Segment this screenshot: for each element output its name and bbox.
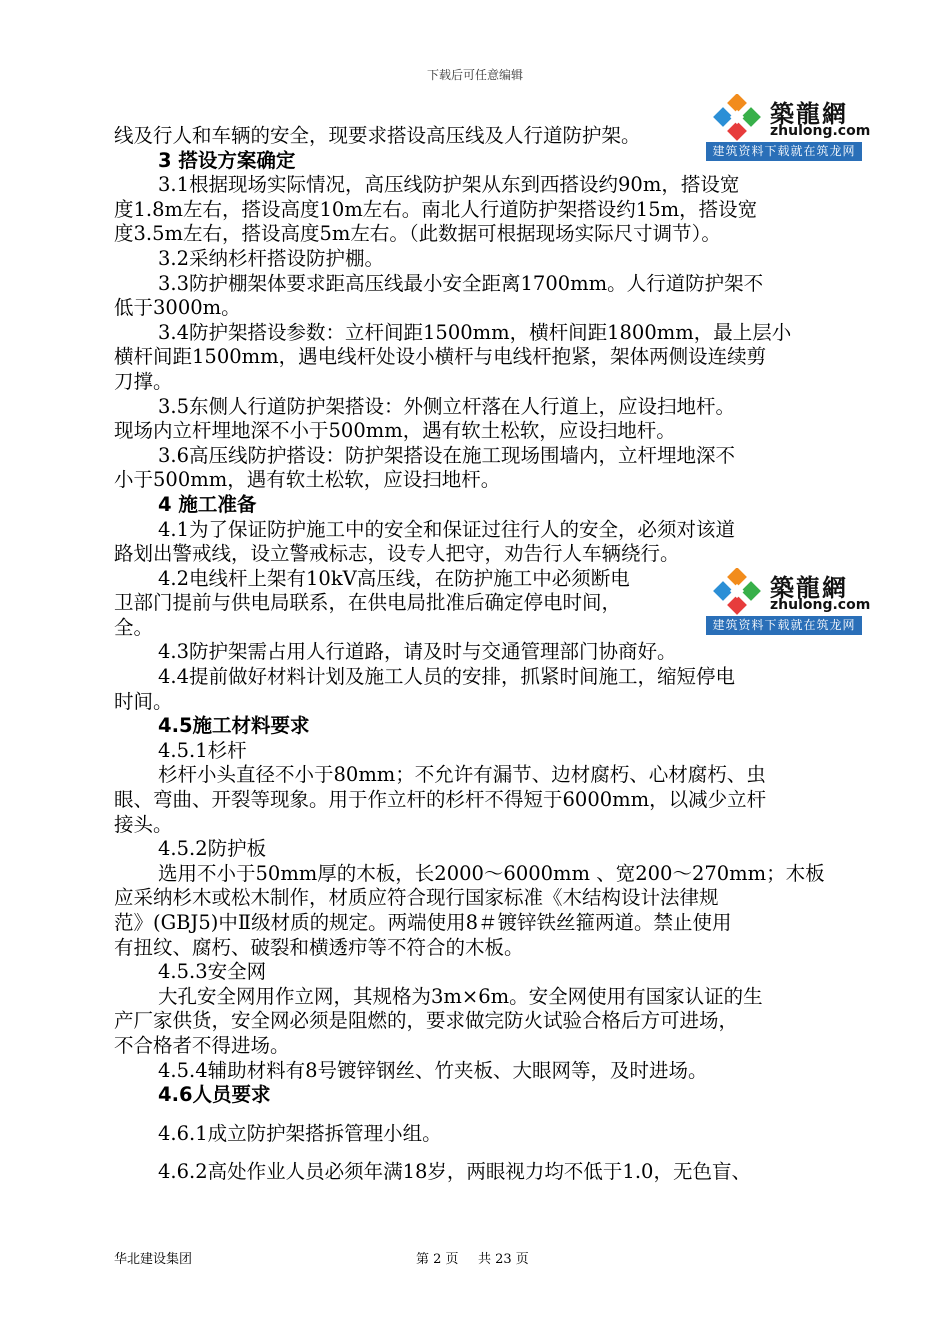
zhulong-logo	[706, 566, 871, 636]
paragraph-line: 范》(GBJ5)中Ⅱ级材质的规定。两端使用8＃镀锌铁丝箍两道。禁止使用	[114, 911, 732, 934]
logo-brand-en: zhulong.com	[770, 597, 871, 613]
paragraph-line: 4.5.2防护板	[158, 837, 267, 861]
paragraph-line: 3.4防护架搭设参数：立杆间距1500mm，横杆间距1800mm，最上层小	[158, 320, 792, 344]
document-body	[114, 124, 842, 1185]
logo-brand-cn: 築龍網	[770, 573, 848, 602]
paragraph-line: 3.2采纳杉杆搭设防护棚。	[158, 246, 385, 270]
logo-slogan: 建筑资料下载就在筑龙网	[706, 616, 862, 635]
paragraph-line: 时间。	[114, 689, 173, 713]
paragraph-line: 3.3防护棚架体要求距高压线最小安全距离1700mm。人行道防护架不	[158, 271, 764, 295]
paragraph-line: 选用不小于50mm厚的木板，长2000～6000mm 、宽200～270mm；木板	[158, 861, 825, 885]
paragraph-line: 应采纳杉木或松木制作，材质应符合现行国家标准《木结构设计法律规	[114, 886, 719, 910]
logo-slogan: 建筑资料下载就在筑龙网	[706, 142, 862, 161]
page-header: 下载后可任意编辑	[426, 68, 523, 82]
paragraph-line: 4.2电线杆上架有10kV高压线，在防护施工中必须断电	[158, 566, 630, 590]
footer-total-pages: 共 23 页	[478, 1252, 529, 1267]
paragraph-line: 3.5东侧人行道防护架搭设：外侧立杆落在人行道上，应设扫地杆。	[158, 394, 736, 418]
paragraph-line: 路划出警戒线，设立警戒标志，设专人把守，劝告行人车辆绕行。	[114, 542, 680, 566]
paragraph-line: 现场内立杆埋地深不小于500mm，遇有软土松软，应设扫地杆。	[114, 419, 676, 443]
section-heading: 4.5施工材料要求	[158, 714, 310, 738]
paragraph-line: 卫部门提前与供电局联系，在供电局批准后确定停电时间，	[114, 591, 622, 615]
paragraph-line: 4.3防护架需占用人行道路，请及时与交通管理部门协商好。	[158, 640, 677, 664]
paragraph-line: 4.4提前做好材料计划及施工人员的安排，抓紧时间施工，缩短停电	[158, 665, 736, 689]
paragraph-line: 线及行人和车辆的安全，现要求搭设高压线及人行道防护架。	[114, 124, 641, 147]
paragraph-line: 低于3000m。	[114, 296, 241, 320]
paragraph-line: 不合格者不得进场。	[114, 1033, 290, 1057]
paragraph-line: 眼、弯曲、开裂等现象。用于作立杆的杉杆不得短于6000mm，以减少立杆	[114, 788, 767, 812]
footer-company: 华北建设集团	[114, 1252, 193, 1267]
paragraph-line: 有扭纹、腐朽、破裂和横透疖等不符合的木板。	[114, 935, 524, 959]
paragraph-line: 接头。	[114, 812, 173, 836]
zhulong-logo	[706, 92, 871, 162]
section-heading: 4.6人员要求	[158, 1083, 271, 1107]
paragraph-line: 杉杆小头直径不小于80mm；不允许有漏节、边材腐朽、心材腐朽、虫	[158, 763, 766, 787]
section-heading: 3 搭设方案确定	[158, 148, 296, 172]
zhulong-logo-icon	[710, 94, 766, 142]
paragraph-line: 4.6.2高处作业人员必须年满18岁，两眼视力均不低于1.0，无色盲、	[158, 1160, 751, 1184]
footer-page-number: 第 2 页	[416, 1252, 459, 1267]
paragraph-line: 4.6.1成立防护架搭拆管理小组。	[158, 1121, 442, 1145]
paragraph-line: 刀撑。	[114, 369, 173, 393]
logo-brand-en: zhulong.com	[770, 123, 871, 139]
paragraph-line: 全。	[114, 615, 154, 639]
paragraph-line: 小于500mm，遇有软土松软，应设扫地杆。	[114, 468, 501, 492]
paragraph-line: 度1.8m左右，搭设高度10m左右。南北人行道防护架搭设约15m，搭设宽	[114, 197, 758, 221]
paragraph-line: 大孔安全网用作立网，其规格为3m×6m。安全网使用有国家认证的生	[158, 984, 763, 1008]
paragraph-line: 3.1根据现场实际情况，高压线防护架从东到西搭设约90m，搭设宽	[158, 173, 740, 197]
paragraph-line: 4.5.1杉杆	[158, 738, 247, 762]
paragraph-line: 4.5.3安全网	[158, 960, 267, 984]
paragraph-line: 3.6高压线防护搭设：防护架搭设在施工现场围墙内，立杆埋地深不	[158, 443, 736, 467]
paragraph-line: 产厂家供货，安全网必须是阻燃的，要求做完防火试验合格后方可进场，	[114, 1009, 739, 1033]
logo-brand-cn: 築龍網	[770, 99, 848, 128]
section-heading: 4 施工准备	[158, 492, 257, 516]
paragraph-line: 4.1为了保证防护施工中的安全和保证过往行人的安全，必须对该道	[158, 517, 736, 541]
zhulong-logo-icon	[710, 568, 766, 616]
paragraph-line: 度3.5m左右，搭设高度5m左右。（此数据可根据现场实际尺寸调节）。	[114, 222, 721, 246]
paragraph-line: 4.5.4辅助材料有8号镀锌钢丝、竹夹板、大眼网等，及时进场。	[158, 1058, 708, 1082]
paragraph-line: 横杆间距1500mm，遇电线杆处设小横杆与电线杆抱紧，架体两侧设连续剪	[114, 345, 767, 369]
